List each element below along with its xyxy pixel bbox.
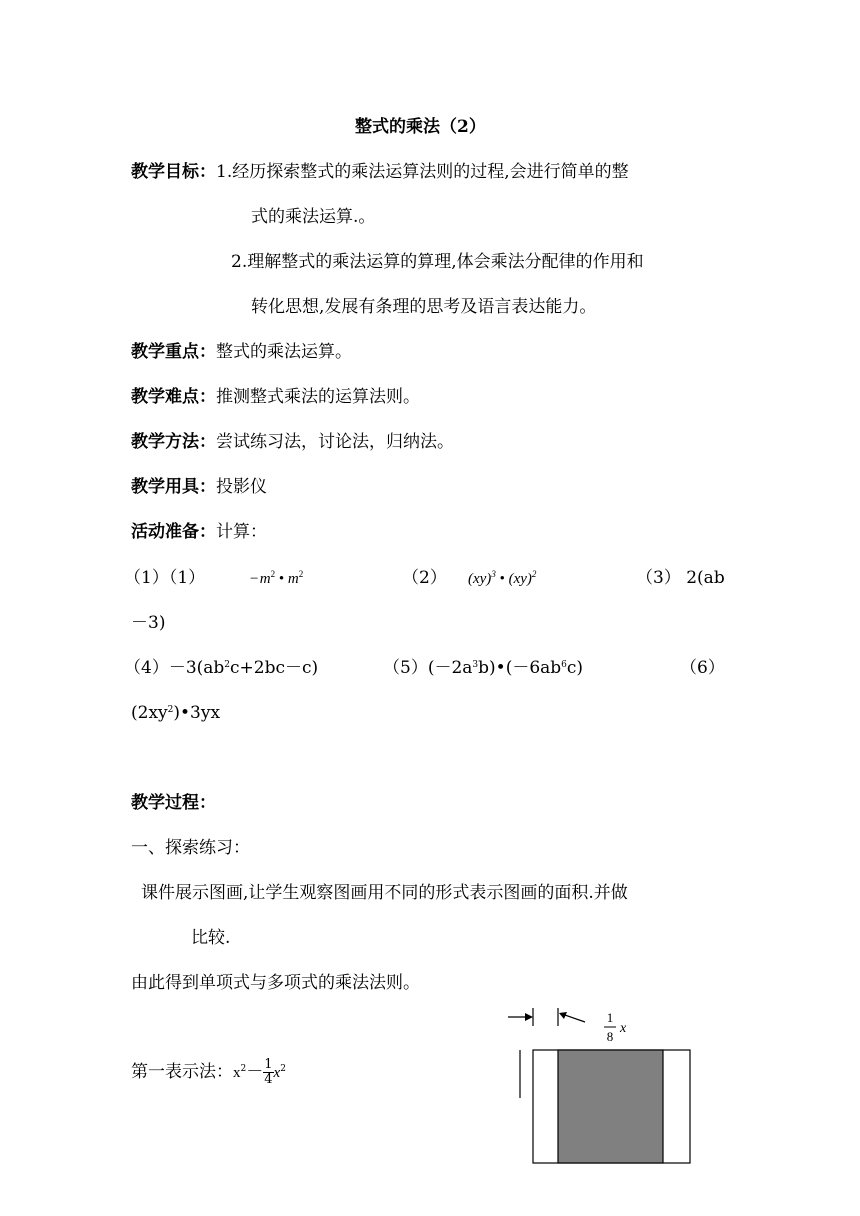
- exercise-6-expression-b: ): [173, 703, 181, 723]
- process-description-line-2: 比较.: [191, 928, 231, 948]
- figure-variable: x: [620, 1021, 627, 1036]
- exercise-5-expression-a: (－2a: [427, 658, 473, 678]
- process-conclusion: 由此得到单项式与多项式的乘法法则。: [131, 973, 420, 993]
- exponent: 2: [240, 1064, 247, 1074]
- exponent: 2: [298, 569, 304, 579]
- dot-operator: •: [278, 571, 285, 587]
- exercise-5-expression-d: c): [566, 658, 584, 678]
- tools-label: 教学用具：: [131, 477, 216, 497]
- tools-text: 投影仪: [216, 477, 267, 497]
- dot-operator: •: [180, 703, 191, 723]
- fraction-denominator: 4: [264, 1072, 273, 1087]
- fraction-one-quarter: [263, 1058, 273, 1087]
- exercise-4-number: （4）: [124, 658, 169, 678]
- term-xy: (xy): [468, 571, 492, 587]
- tools: [131, 475, 267, 499]
- exercise-6-number: （6）: [680, 658, 725, 678]
- objectives-line-1: [131, 160, 629, 184]
- objective-2-text: 2.理解整式的乘法运算的算理,体会乘法分配律的作用和: [231, 252, 644, 272]
- key-point-text: 整式的乘法运算。: [216, 342, 352, 362]
- key-point-label: 教学重点：: [131, 342, 216, 362]
- var-x: x: [233, 1065, 241, 1081]
- preparation-text: 计算：: [216, 522, 267, 542]
- var-m: m: [287, 571, 299, 587]
- objective-2-continued: 转化思想,发展有条理的思考及语言表达能力。: [251, 297, 597, 317]
- left-arrow-head: [525, 1013, 533, 1021]
- exercise-4-expression-b: c+2bc－c): [230, 658, 319, 678]
- area-figure: [500, 1000, 700, 1170]
- exercise-4: [124, 656, 318, 680]
- process-description-line-1: 课件展示图画,让学生观察图画用不同的形式表示图画的面积.并做: [141, 883, 628, 903]
- term-xy: (xy): [508, 571, 532, 587]
- exponent: 2: [224, 660, 231, 670]
- process-label: 教学过程：: [131, 793, 216, 813]
- figure-fraction-denominator: 8: [606, 1029, 614, 1044]
- minus-sign: −: [250, 571, 259, 587]
- exercise-1-expression: [250, 567, 303, 591]
- var-x: x: [273, 1065, 281, 1081]
- var-m: m: [259, 571, 271, 587]
- exponent: 2: [270, 569, 276, 579]
- key-point: [131, 340, 352, 364]
- exponent: 3: [491, 569, 496, 579]
- exercise-3-expression-start: 2(ab: [686, 568, 725, 588]
- exponent: 2: [167, 705, 174, 715]
- difficulty-label: 教学难点：: [131, 387, 216, 407]
- fraction-numerator: 1: [264, 1057, 273, 1072]
- exercise-2-number: （2）: [402, 568, 447, 588]
- exercise-1-label-repeat: （1）: [168, 568, 206, 588]
- exercise-5-number: （5）: [383, 658, 428, 678]
- exercise-4-expression-a: －3(ab: [168, 658, 225, 678]
- dot-operator: •: [495, 658, 506, 678]
- exercise-6-expression: [131, 701, 220, 725]
- shaded-area: [558, 1050, 663, 1163]
- preparation: [131, 520, 267, 544]
- exercise-1-label: （1）: [124, 568, 169, 588]
- exercise-6-expression-c: 3yx: [190, 703, 221, 723]
- exercise-5: [383, 656, 583, 680]
- method: [131, 430, 454, 454]
- method-text: 尝试练习法，讨论法，归纳法。: [216, 432, 454, 452]
- preparation-label: 活动准备：: [131, 522, 216, 542]
- method-label: 教学方法：: [131, 432, 216, 452]
- exercise-5-expression-b: b): [478, 658, 496, 678]
- exercise-2-expression: [468, 567, 536, 591]
- objectives-label: 教学目标：: [131, 162, 216, 182]
- first-method-label: 第一表示法：: [131, 1062, 233, 1082]
- exercise-6-expression-a: (2xy: [131, 703, 168, 723]
- exponent: 6: [561, 660, 567, 670]
- exercise-3: [636, 566, 725, 590]
- objective-1-text: 1.经历探索整式的乘法运算法则的过程,会进行简单的整: [216, 162, 629, 182]
- minus-sign: －: [246, 1062, 264, 1082]
- exercise-3-expression-end: －3): [131, 613, 166, 633]
- objective-1-continued: 式的乘法运算.。: [251, 207, 376, 227]
- exercise-3-number: （3）: [636, 568, 681, 588]
- exponent: 2: [531, 569, 537, 579]
- first-method: [131, 1058, 286, 1087]
- difficulty: [131, 385, 420, 409]
- difficulty-text: 推测整式乘法的运算法则。: [216, 387, 420, 407]
- exercise-1-number: [124, 566, 205, 590]
- section-1-heading: 一、探索练习：: [131, 838, 250, 858]
- dot-operator: •: [499, 571, 505, 587]
- exercise-5-expression-c: (－6ab: [505, 658, 562, 678]
- figure-fraction-numerator: 1: [606, 1010, 614, 1025]
- exponent: 2: [280, 1064, 286, 1074]
- exponent: 3: [472, 660, 479, 670]
- page-title: 整式的乘法（2）: [355, 117, 486, 137]
